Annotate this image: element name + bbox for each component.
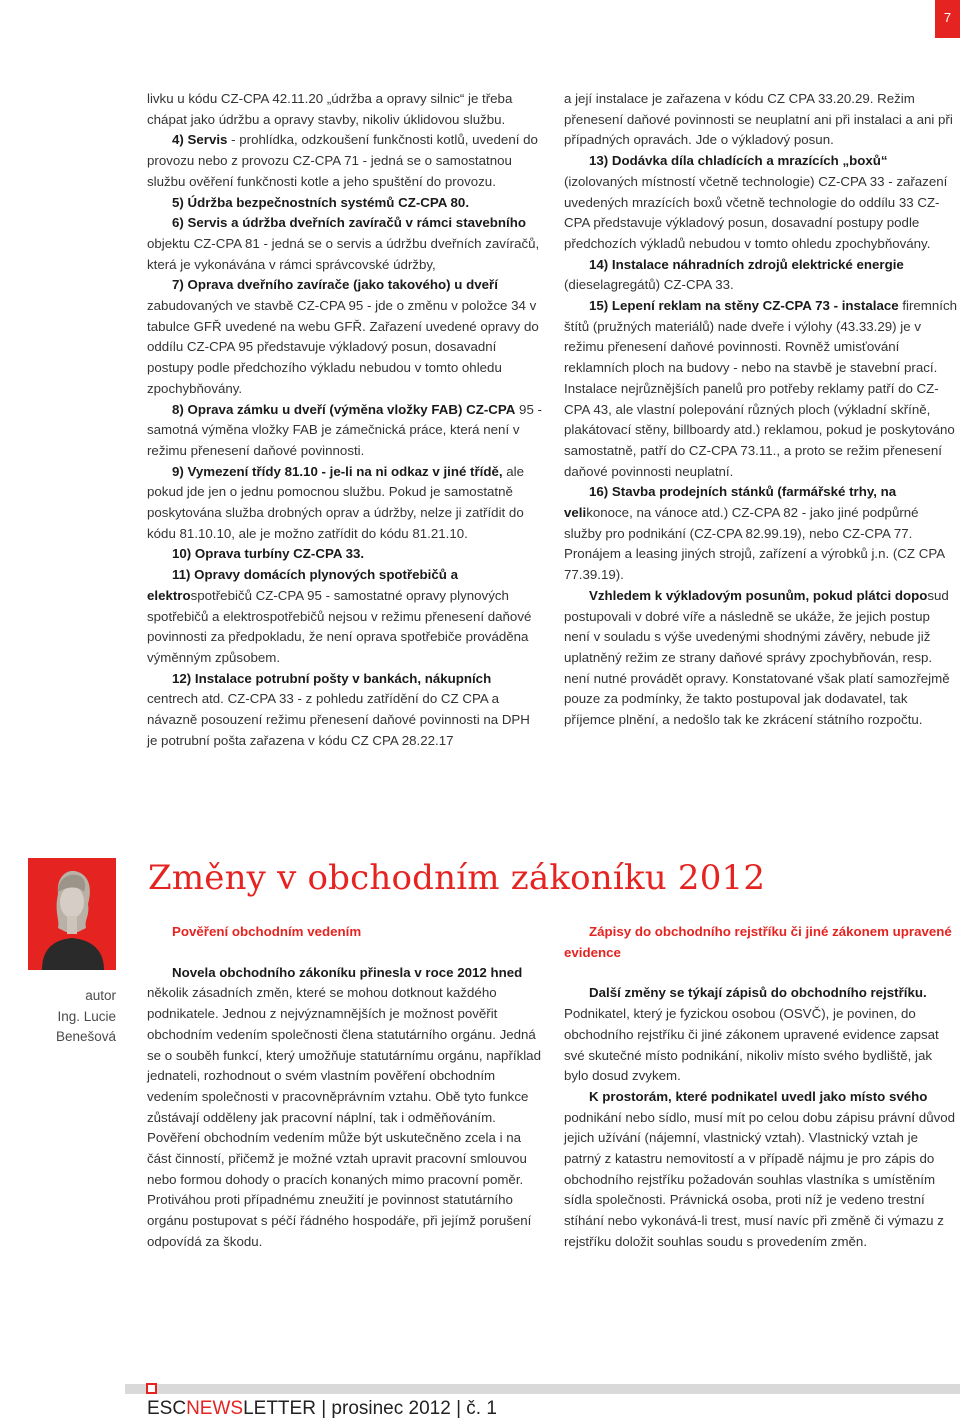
article-column-3	[147, 922, 542, 1253]
paragraph: Novela obchodního zákoníku přinesla v roce 2012 hned několik zásadních změn, které se mohou dotknout každého podnikatele. Jednou z nejvýznamnějších je možnost pověřit obchodním vedením společnosti člena statutárního orgánu. Jedná se o souběh funkcí, který umožňuje statutárnímu orgánu, například jednateli, rozhodnout o svém vlastním pověření obchodním vedením společnosti v pracovněprávním vztahu. Obě tyto funkce zůstávají odděleny jak pracovní náplní, tak i odměňováním. Pověření obchodním vedením může být uskutečněno zcela i na část činností, přičemž je možné vztah upravit pracovní smlouvou nebo formou dohody o pracích konaných mimo pracovní poměr. Protiváhou proti případnému zneužití je povinnost statutárního orgánu postupovat s péčí řádného hospodáře, při jejímž porušení odpovídá za škodu.	[147, 964, 541, 1249]
paragraph: 15) Lepení reklam na stěny CZ-CPA 73 - instalace firemních štítů (pružných materiálů) nade dveře i výlohy (43.33.29) je v režimu přenesení daňové povinnosti. Rovněž umisťování reklamních ploch na budovy - nebo na stavbě je stavební prací. Instalace nejrůznějších panelů pro potřeby reklamy patří do CZ-CPA 43, ale vlastní polepování různých ploch (výkladní skříně, plakátovací stěny, billboardy atd.) reklamou, pokud je poskytováno samostatně, patří do CZ-CPA 73.11., a proto se režim přenesení daňové povinnosti neuplatní.	[564, 298, 958, 479]
paragraph: 11) Opravy domácích plynových spotřebičů a elektrospotřebičů CZ-CPA 95 - samostatné opravy plynových spotřebičů a elektrospotřebičů nejsou v režimu přenesení daňové povinnosti za předpokladu, že není oprava spotřebiče prováděna výměnným způsobem.	[147, 567, 532, 665]
author-portrait-image	[28, 858, 116, 970]
footer-publication: ESCNEWSLETTER | prosinec 2012 | č. 1	[147, 1398, 497, 1419]
paragraph: 7) Oprava dveřního zavírače (jako takového) u dveří zabudovaných ve stavbě CZ-CPA 95 - jde o změnu v položce 34 v tabulce GFŘ uvedené na webu GFŘ. Zařazení uvedené opravy do oddílu CZ-CPA 95 představuje výkladový posun, dosavadní postupy podle předchozího výkladu nebudou v tomto ohledu zpochybňovány.	[147, 277, 539, 396]
footer-bar	[125, 1384, 960, 1394]
paragraph: Vzhledem k výkladovým posunům, pokud plátci doposud postupovali v dobré víře a následně se ukáže, že jejich postup není v souladu s výše uvedenými shodnými závěry, nebude již uplatněný režim ze strany daňové správy zpochybňován, resp. není nutné provádět opravy. Konstatované však platí samozřejmě pouze za podmínky, že takto postupoval jak dodavatel, tak příjemce plnění, a nedošlo tak ke zkrácení státního rozpočtu.	[564, 587, 950, 728]
author-label: autor	[85, 988, 116, 1003]
footer-square-icon	[146, 1383, 157, 1394]
subheading: Zápisy do obchodního rejstříku či jiné zákonem upravené evidence	[564, 924, 952, 960]
paragraph: 5) Údržba bezpečnostních systémů CZ-CPA 80.	[172, 194, 470, 210]
article-column-4	[564, 922, 958, 1253]
paragraph: 12) Instalace potrubní pošty v bankách, nákupních centrech atd. CZ-CPA 33 - z pohledu zatřídění do CZ CPA a návazně posouzení režimu přenesení daňové povinnosti na DPH je potrubní pošta zařazena v kódu CZ CPA 28.22.17	[147, 670, 530, 748]
paragraph: 4) Servis - prohlídka, odzkoušení funkčnosti kotlů, uvedení do provozu nebo z provozu CZ-CPA 71 - jedná se o samostatnou službu ověření funkčnosti kotle a jeho spuštění do provozu.	[147, 132, 538, 189]
article-column-1	[147, 89, 542, 752]
author-name-line-1: Ing. Lucie	[57, 1008, 116, 1024]
paragraph: 14) Instalace náhradních zdrojů elektrické energie (dieselagregátů) CZ-CPA 33.	[564, 256, 904, 293]
section-title: Změny v obchodním zákoníku 2012	[148, 858, 766, 898]
subheading: Pověření obchodním vedením	[172, 924, 362, 939]
author-photo	[28, 858, 116, 970]
author-name-line-2: Benešová	[55, 1029, 116, 1044]
paragraph: 6) Servis a údržba dveřních zavíračů v rámci stavebního objektu CZ-CPA 81 - jedná se o servis a údržbu dveřních zavíračů, která je vykonávána v rámci správcovské údržby,	[147, 215, 540, 272]
paragraph: 10) Oprava turbíny CZ-CPA 33.	[172, 546, 365, 562]
paragraph: 13) Dodávka díla chladících a mrazících „boxů“ (izolovaných místností včetně technologie) CZ-CPA 33 - zařazení uvedených mrazících boxů včetně technologie do oddílu 33 CZ-CPA představuje výkladový posun, dosavadní postupy podle předchozích výkladů nebudou v tomto ohledu zpochybňovány.	[564, 153, 948, 251]
spacer	[147, 943, 542, 963]
paragraph: 8) Oprava zámku u dveří (výměna vložky FAB) CZ-CPA 95 - samotná výměna vložky FAB je zámečnická práce, která není v režimu přenesení daňové povinnosti.	[147, 401, 542, 458]
paragraph: 9) Vymezení třídy 81.10 - je-li na ni odkaz v jiné třídě, ale pokud jde jen o jednu pomocnou službu. Pokud je samostatně poskytována služba drobných oprav a údržby, nelze ji zatřídit do kódu 81.10.10, ale je možno zatřídit do kódu 81.21.10.	[147, 463, 525, 541]
page-number: 7	[935, 0, 960, 38]
paragraph: a její instalace je zařazena v kódu CZ CPA 33.20.29. Režim přenesení daňové povinnosti se neuplatní ani při instalaci a ani při případných opravách. Jde o výkladový posun.	[564, 91, 953, 148]
paragraph: K prostorám, které podnikatel uvedl jako místo svého podnikání nebo sídlo, musí mít po celou dobu zápisu právní důvod jejich užívání (nájemní, vlastnický vztah). Vlastnický vztah je patrný z katastru nemovitostí a v případě nájmu je pro zápis do obchodního rejstříku požadován souhlas vlastníka s umístěním sídla společnosti. Právnická osoba, proti níž je vedeno trestní stíhání nebo vykonává-li trest, musí navíc při změně či výmazu z rejstříku doložit souhlas soudu s provedením změn.	[564, 1088, 956, 1249]
paragraph: Další změny se týkají zápisů do obchodního rejstříku. Podnikatel, který je fyzickou osobou (OSVČ), je povinen, do obchodního rejstříku či jiné zákonem upravené evidence zapsat své skutečné místo podnikání, nikoliv místo svého bydliště, jak bylo dosud zvykem.	[564, 985, 939, 1084]
spacer	[564, 963, 958, 983]
author-credit	[28, 986, 116, 1048]
paragraph: 16) Stavba prodejních stánků (farmářské trhy, na velikonoce, na vánoce atd.) CZ-CPA 82 - jako jiné podpůrné služby pro podnikání (CZ-CPA 82.99.19), nebo CZ-CPA 77. Pronájem a leasing jiných strojů, zařízení a výrobků j.n. (CZ CPA 77.39.19).	[564, 484, 945, 583]
paragraph: livku u kódu CZ-CPA 42.11.20 „údržba a opravy silnic“ je třeba chápat jako údržbu a opravy stavby, nikoliv úklidovou službu.	[147, 91, 513, 127]
article-column-2	[564, 89, 958, 731]
